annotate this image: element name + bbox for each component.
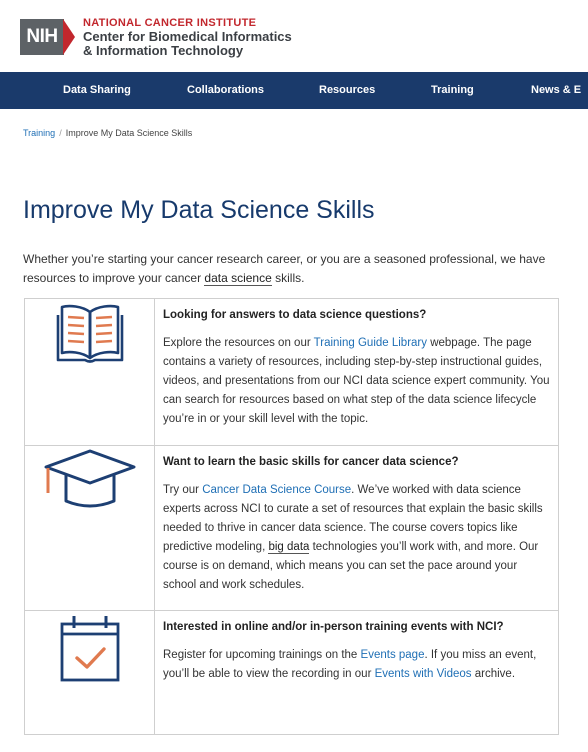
row-title: Looking for answers to data science questions? <box>163 309 427 321</box>
row-text: webpage. The page contains a variety of resources, including step-by-step instructional guides, videos, and presentations from our NCI data science expert community. You can search for resources based on what step of the data science lifecycle you’re in or your skill level with the topic. <box>163 337 550 425</box>
row-text: . If you miss an event, you’ll be able to view the recording in our <box>163 649 537 680</box>
org-name-line2: Center for Biomedical Informatics <box>83 29 292 44</box>
breadcrumb-separator: / <box>59 128 62 138</box>
row-text: . We’ve worked with data science experts across NCI to curate a set of resources that explain the basic skills needed to thrive in cancer data science. The course covers topics like predictive modeling, <box>163 484 543 553</box>
site-header <box>0 0 588 72</box>
icon-cell <box>25 299 155 446</box>
icon-cell <box>25 611 155 735</box>
breadcrumb-current: Improve My Data Science Skills <box>65 128 193 138</box>
row-text: Register for upcoming trainings on the <box>163 649 361 661</box>
graduation-cap-icon <box>26 447 153 517</box>
nav-item-resources[interactable]: Resources <box>319 84 376 96</box>
intro-paragraph <box>23 250 563 288</box>
resources-table <box>24 298 559 735</box>
open-book-icon <box>26 300 153 366</box>
nav-item-data-sharing[interactable]: Data Sharing <box>63 84 131 96</box>
events-page-link[interactable]: Events page <box>360 649 425 661</box>
row-body <box>163 481 550 595</box>
page-title: Improve My Data Science Skills <box>23 196 375 224</box>
row-text: technologies you’ll work with, and more. Our course is on demand, which means you can set the pace around your school and work schedules. <box>163 541 539 591</box>
breadcrumb-link-training[interactable]: Training <box>23 128 56 138</box>
row-title: Want to learn the basic skills for cancer data science? <box>163 456 459 468</box>
intro-text: Whether you’re starting your cancer research career, or you are a seasoned professional, we have resources to improve your cancer <box>23 252 546 285</box>
org-name-line1: NATIONAL CANCER INSTITUTE <box>83 17 257 29</box>
row-text: Explore the resources on our <box>163 337 314 349</box>
nih-chevron-icon <box>63 19 75 55</box>
calendar-check-icon <box>26 612 153 684</box>
text-cell <box>155 611 559 735</box>
resource-row-questions <box>25 299 559 446</box>
intro-text-end: skills. <box>271 271 305 285</box>
logo-text <box>83 16 292 58</box>
row-text: archive. <box>471 668 516 680</box>
main-nav <box>0 72 588 109</box>
nav-item-training[interactable]: Training <box>431 84 474 96</box>
events-with-videos-link[interactable]: Events with Videos <box>374 668 472 680</box>
cancer-data-science-course-link[interactable]: Cancer Data Science Course <box>202 484 352 496</box>
resource-row-events <box>25 611 559 735</box>
row-body <box>163 334 550 429</box>
training-guide-library-link[interactable]: Training Guide Library <box>313 337 428 349</box>
nih-logo[interactable] <box>20 16 292 58</box>
icon-cell <box>25 446 155 611</box>
text-cell <box>155 299 559 446</box>
nav-item-collaborations[interactable]: Collaborations <box>187 84 265 96</box>
text-cell <box>155 446 559 611</box>
nav-item-news[interactable]: News & E <box>531 84 582 96</box>
org-name-line3: & Information Technology <box>83 43 244 58</box>
row-title: Interested in online and/or in-person training events with NCI? <box>163 621 504 633</box>
resource-row-course <box>25 446 559 611</box>
glossary-term-data-science[interactable]: data science <box>204 271 272 285</box>
glossary-term-big-data[interactable]: big data <box>268 541 310 553</box>
row-body <box>163 646 550 684</box>
nih-badge: NIH <box>20 19 64 55</box>
breadcrumb <box>23 128 192 138</box>
row-text: Try our <box>163 484 203 496</box>
